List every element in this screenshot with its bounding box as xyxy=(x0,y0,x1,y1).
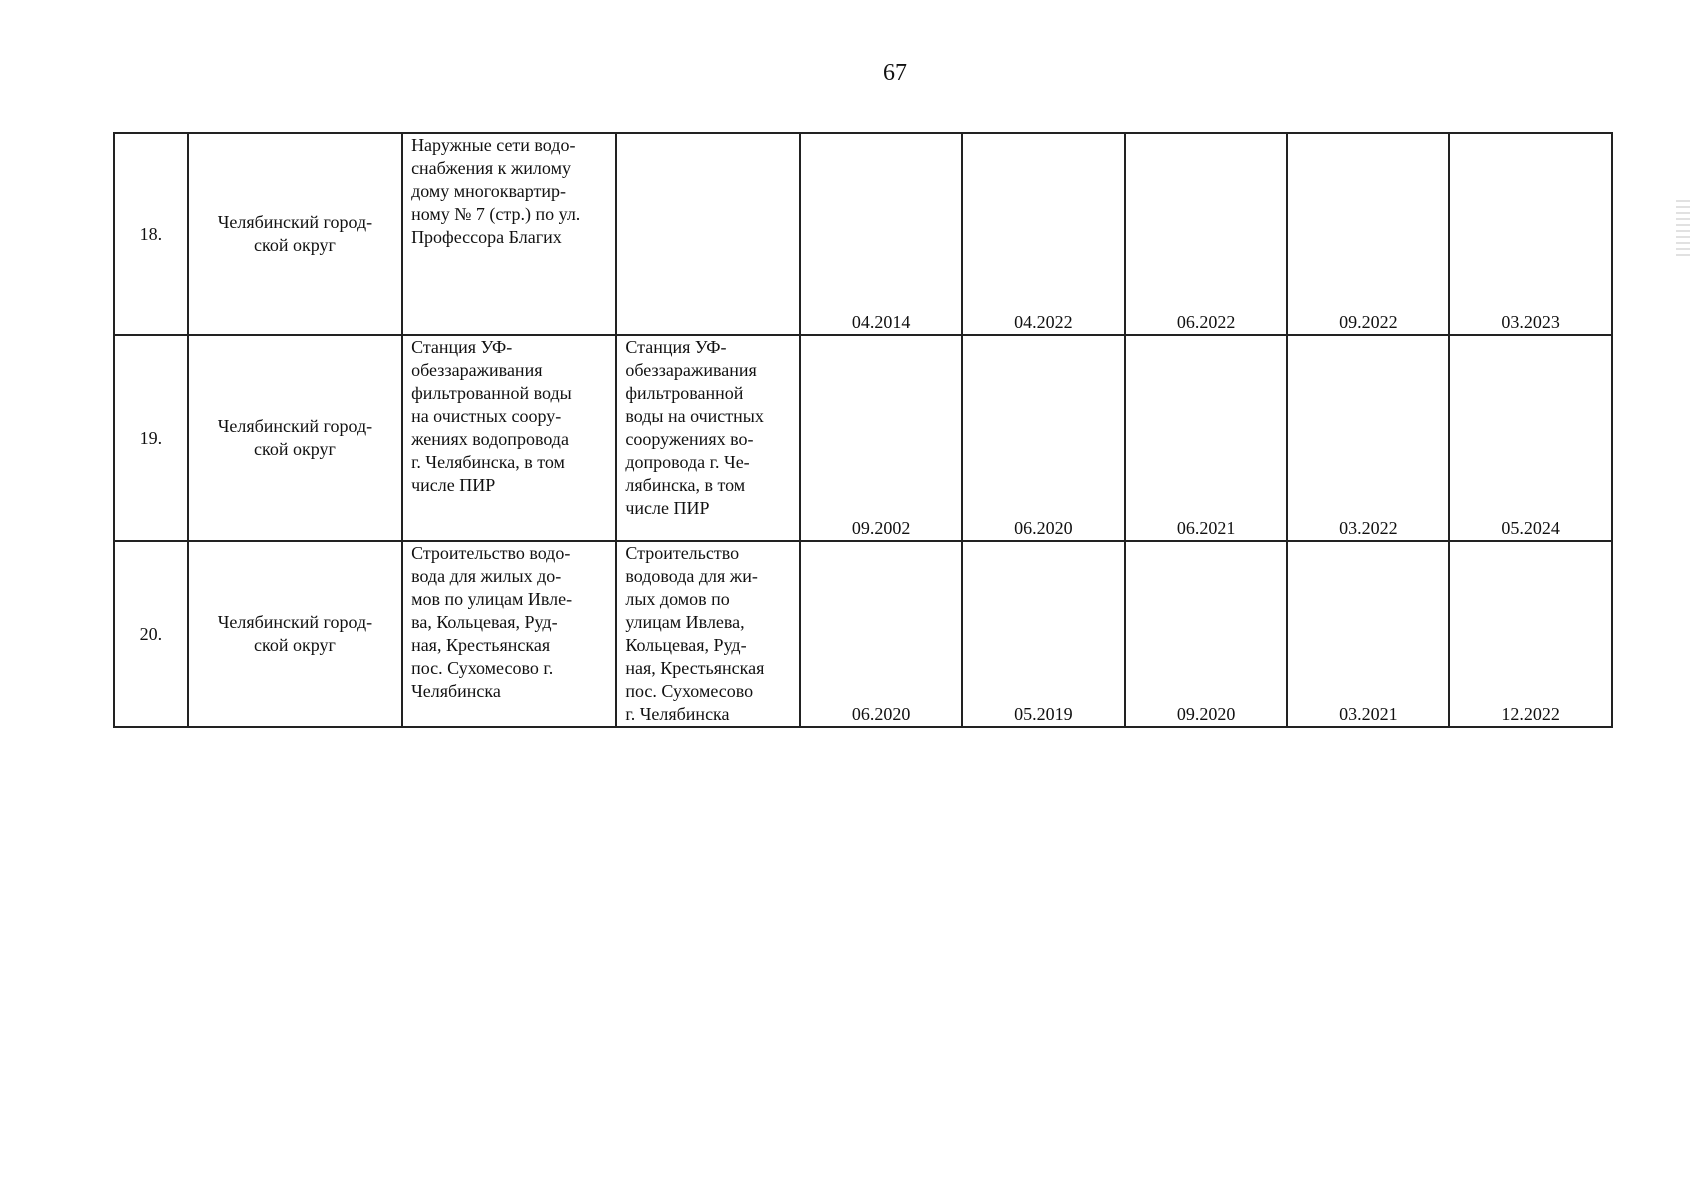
row-number: 18. xyxy=(114,133,188,335)
scan-artifact xyxy=(1676,200,1690,260)
date-cell: 05.2024 xyxy=(1449,335,1612,541)
table-row xyxy=(114,335,1612,541)
date-cell: 04.2014 xyxy=(800,133,962,335)
date-cell: 03.2021 xyxy=(1287,541,1449,727)
object-name-cell: Станция УФ- обеззараживания фильтрованной воды на очистных соору- жениях водопровода г. Челябинска, в том числе ПИР xyxy=(402,335,616,541)
date-cell: 06.2020 xyxy=(800,541,962,727)
date-cell: 06.2020 xyxy=(962,335,1125,541)
date-cell: 05.2019 xyxy=(962,541,1125,727)
date-cell: 03.2022 xyxy=(1287,335,1449,541)
object-name-alt-cell: Станция УФ- обеззараживания фильтрованной воды на очистных сооружениях во- допровода г. Че- лябинска, в том числе ПИР xyxy=(616,335,800,541)
object-name-cell: Наружные сети водо- снабжения к жилому дому многоквартир- ному № 7 (стр.) по ул. Профессора Благих xyxy=(402,133,616,335)
object-name-alt-cell: Строительство водовода для жи- лых домов по улицам Ивлева, Кольцевая, Руд- ная, Крестьянская пос. Сухомесово г. Челябинска xyxy=(616,541,800,727)
date-cell: 12.2022 xyxy=(1449,541,1612,727)
date-cell: 06.2021 xyxy=(1125,335,1288,541)
date-cell: 03.2023 xyxy=(1449,133,1612,335)
registry-table xyxy=(113,132,1613,728)
date-cell: 09.2020 xyxy=(1125,541,1288,727)
table-row xyxy=(114,541,1612,727)
row-number: 19. xyxy=(114,335,188,541)
object-name-alt-cell xyxy=(616,133,800,335)
date-cell: 06.2022 xyxy=(1125,133,1288,335)
table-row xyxy=(114,133,1612,335)
municipality-cell: Челябинский город- ской округ xyxy=(188,541,402,727)
date-cell: 09.2022 xyxy=(1287,133,1449,335)
municipality-cell: Челябинский город- ской округ xyxy=(188,133,402,335)
date-cell: 04.2022 xyxy=(962,133,1125,335)
municipality-cell: Челябинский город- ской округ xyxy=(188,335,402,541)
date-cell: 09.2002 xyxy=(800,335,962,541)
page-number: 67 xyxy=(883,60,907,86)
row-number: 20. xyxy=(114,541,188,727)
object-name-cell: Строительство водо- вода для жилых до- мов по улицам Ивле- ва, Кольцевая, Руд- ная, Крестьянская пос. Сухомесово г. Челябинска xyxy=(402,541,616,727)
